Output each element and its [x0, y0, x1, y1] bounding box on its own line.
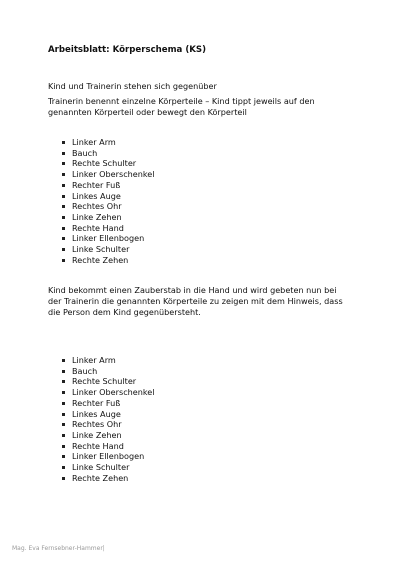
list-item — [62, 355, 155, 366]
square-bullet-icon — [62, 370, 65, 373]
body-parts-list-2 — [62, 355, 155, 483]
list-item — [62, 462, 155, 473]
square-bullet-icon — [62, 359, 65, 362]
square-bullet-icon — [62, 434, 65, 437]
instruction-paragraph-2: Kind bekommt einen Zauberstab in die Hand und wird gebeten nun bei der Trainerin die genannten Körperteile zu zeigen mit dem Hinweis, dass die Person dem Kind gegenübersteht. — [48, 285, 343, 318]
list-item-label: Linker Arm — [72, 137, 116, 147]
list-item — [62, 191, 155, 202]
square-bullet-icon — [62, 184, 65, 187]
list-item — [62, 233, 155, 244]
square-bullet-icon — [62, 248, 65, 251]
list-item-label: Linke Schulter — [72, 244, 130, 255]
list-item-label: Rechter Fuß — [72, 397, 121, 408]
list-item — [62, 451, 155, 462]
square-bullet-icon — [62, 205, 65, 208]
list-item — [62, 366, 155, 377]
square-bullet-icon — [62, 195, 65, 198]
list-item-label: Rechte Schulter — [72, 376, 137, 387]
list-item — [62, 398, 155, 409]
square-bullet-icon — [62, 152, 65, 155]
list-item — [62, 473, 155, 484]
list-item-label: Linker Oberschenkel — [72, 387, 155, 398]
list-item-label: Rechte Hand — [72, 440, 124, 451]
list-item-label: Linker Arm — [72, 355, 116, 365]
square-bullet-icon — [62, 466, 65, 469]
square-bullet-icon — [62, 413, 65, 416]
list-item-label: Bauch — [72, 365, 98, 376]
list-item — [62, 441, 155, 452]
square-bullet-icon — [62, 445, 65, 448]
square-bullet-icon — [62, 237, 65, 240]
square-bullet-icon — [62, 216, 65, 219]
list-item — [62, 376, 155, 387]
list-item-label: Rechte Schulter — [72, 158, 137, 169]
square-bullet-icon — [62, 455, 65, 458]
intro-paragraph: Kind und Trainerin stehen sich gegenüber — [48, 81, 217, 91]
list-item-label: Linke Zehen — [72, 211, 122, 222]
list-item — [62, 430, 155, 441]
list-item — [62, 212, 155, 223]
list-item — [62, 409, 155, 420]
list-item-label: Rechter Fuß — [72, 179, 121, 190]
square-bullet-icon — [62, 227, 65, 230]
list-item-label: Rechte Zehen — [72, 472, 129, 483]
list-item — [62, 223, 155, 234]
list-item — [62, 148, 155, 159]
square-bullet-icon — [62, 173, 65, 176]
list-item-label: Linkes Auge — [72, 190, 121, 201]
list-item — [62, 180, 155, 191]
list-item — [62, 158, 155, 169]
square-bullet-icon — [62, 391, 65, 394]
square-bullet-icon — [62, 402, 65, 405]
list-item-label: Linke Zehen — [72, 429, 122, 440]
square-bullet-icon — [62, 162, 65, 165]
square-bullet-icon — [62, 141, 65, 144]
square-bullet-icon — [62, 380, 65, 383]
list-item-label: Linker Oberschenkel — [72, 169, 155, 180]
square-bullet-icon — [62, 477, 65, 480]
list-item-label: Linkes Auge — [72, 408, 121, 419]
instruction-paragraph-1: Trainerin benennt einzelne Körperteile – Kind tippt jeweils auf den genannten Körperteil oder bewegt den Körperteil — [48, 96, 315, 118]
list-item — [62, 419, 155, 430]
list-item-label: Rechte Zehen — [72, 254, 129, 265]
body-parts-list-1 — [62, 137, 155, 265]
list-item — [62, 244, 155, 255]
list-item — [62, 387, 155, 398]
list-item — [62, 169, 155, 180]
square-bullet-icon — [62, 423, 65, 426]
list-item-label: Linker Ellenbogen — [72, 233, 145, 244]
square-bullet-icon — [62, 259, 65, 262]
list-item-label: Linker Ellenbogen — [72, 451, 145, 462]
list-item-label: Bauch — [72, 147, 98, 158]
author-footer: Mag. Eva Fernsebner-Hammer| — [12, 545, 105, 552]
list-item — [62, 255, 155, 266]
list-item — [62, 201, 155, 212]
list-item-label: Rechte Hand — [72, 222, 124, 233]
list-item — [62, 137, 155, 148]
list-item-label: Linke Schulter — [72, 462, 130, 473]
list-item-label: Rechtes Ohr — [72, 419, 122, 430]
list-item-label: Rechtes Ohr — [72, 201, 122, 212]
worksheet-title: Arbeitsblatt: Körperschema (KS) — [48, 45, 207, 55]
